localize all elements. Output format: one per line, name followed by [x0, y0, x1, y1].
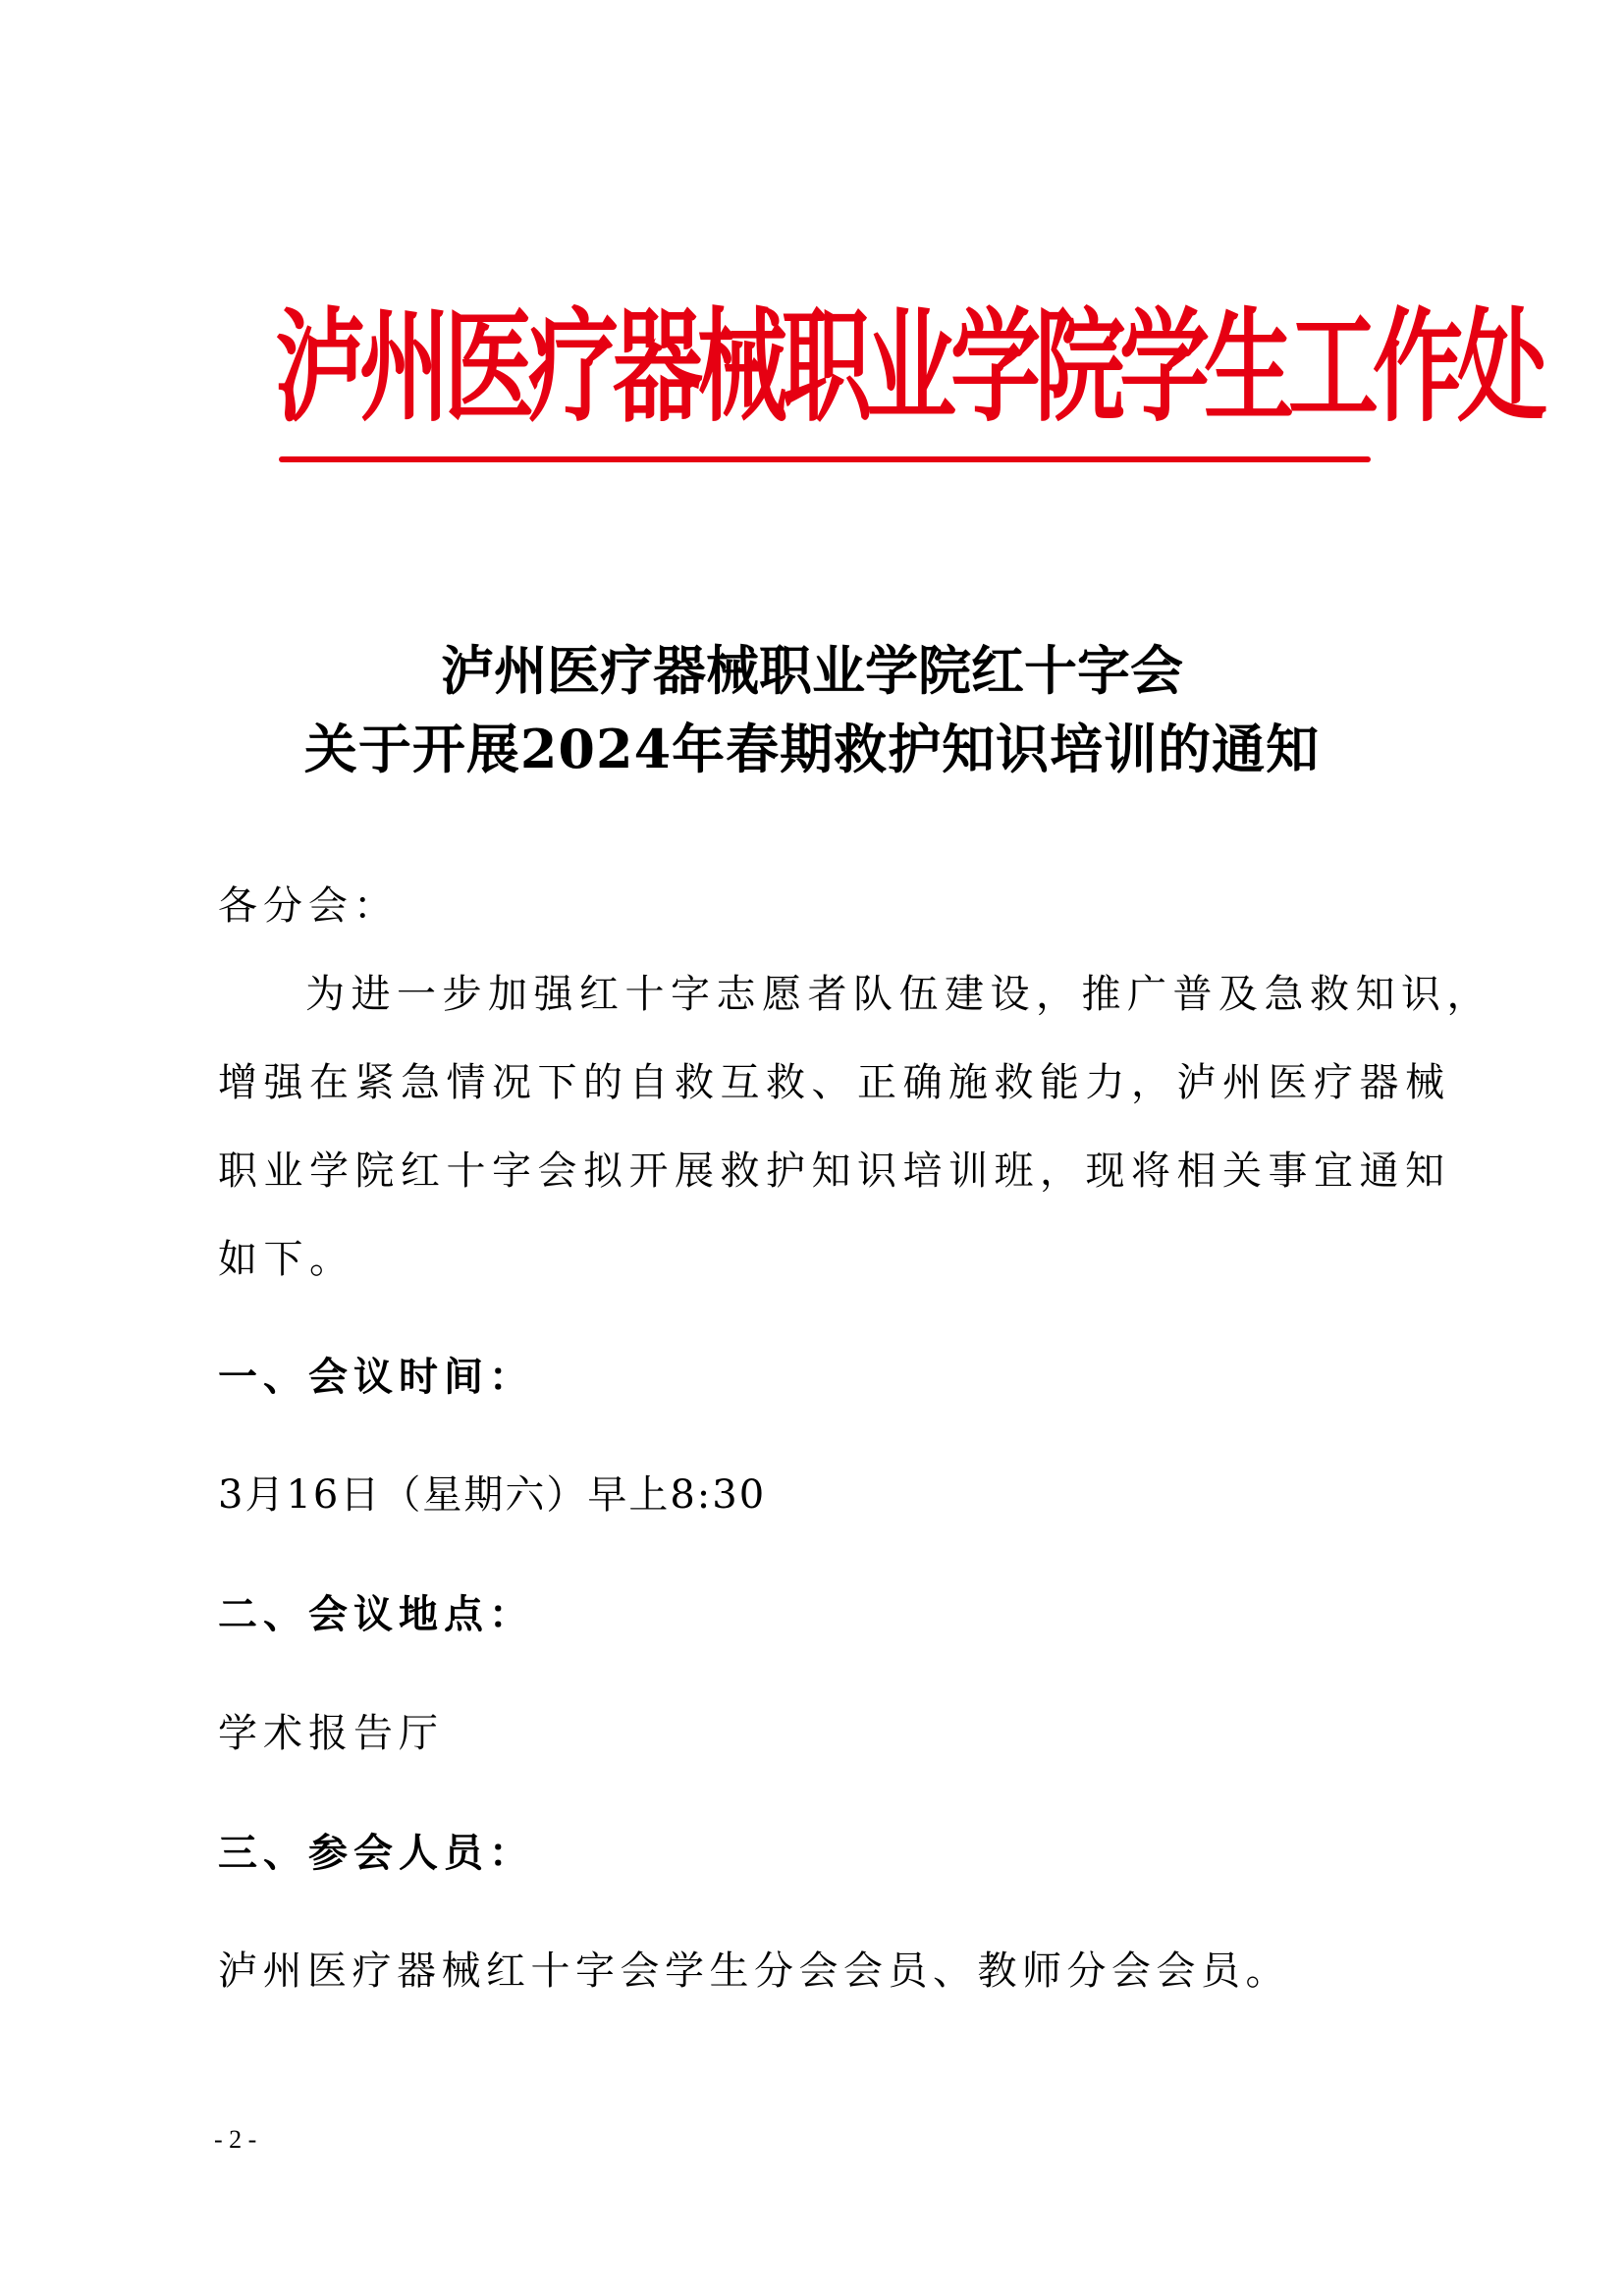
letterhead-title: 泸州医疗器械职业学院学生工作处 — [275, 296, 1543, 439]
paragraph-line-4: 如下。 — [218, 1237, 355, 1282]
page-number: - 2 - — [214, 2125, 257, 2154]
section-heading-time: 一、会议时间： — [218, 1354, 534, 1400]
section-heading-location: 二、会议地点： — [218, 1591, 534, 1637]
letterhead-red-rule — [279, 456, 1371, 462]
letterhead — [275, 294, 1543, 442]
paragraph-line-3: 职业学院红十字会拟开展救护知识培训班，现将相关事宜通知 — [218, 1148, 1451, 1194]
section-content-time: 3月16日（星期六）早上8:30 — [218, 1472, 767, 1518]
paragraph-line-2: 增强在紧急情况下的自救互救、正确施救能力，泸州医疗器械 — [218, 1060, 1451, 1105]
section-content-location: 学术报告厅 — [218, 1711, 444, 1756]
document-title-line-1: 泸州医疗器械职业学院红十字会 — [441, 639, 1183, 702]
salutation: 各分会： — [218, 883, 399, 929]
section-heading-attendees: 三、参会人员： — [218, 1830, 534, 1876]
section-content-attendees: 泸州医疗器械红十字会学生分会会员、教师分会会员。 — [218, 1949, 1290, 1994]
paragraph-line-1: 为进一步加强红十字志愿者队伍建设，推广普及急救知识， — [305, 972, 1492, 1017]
document-title-line-2: 关于开展2024年春期救护知识培训的通知 — [303, 718, 1321, 780]
